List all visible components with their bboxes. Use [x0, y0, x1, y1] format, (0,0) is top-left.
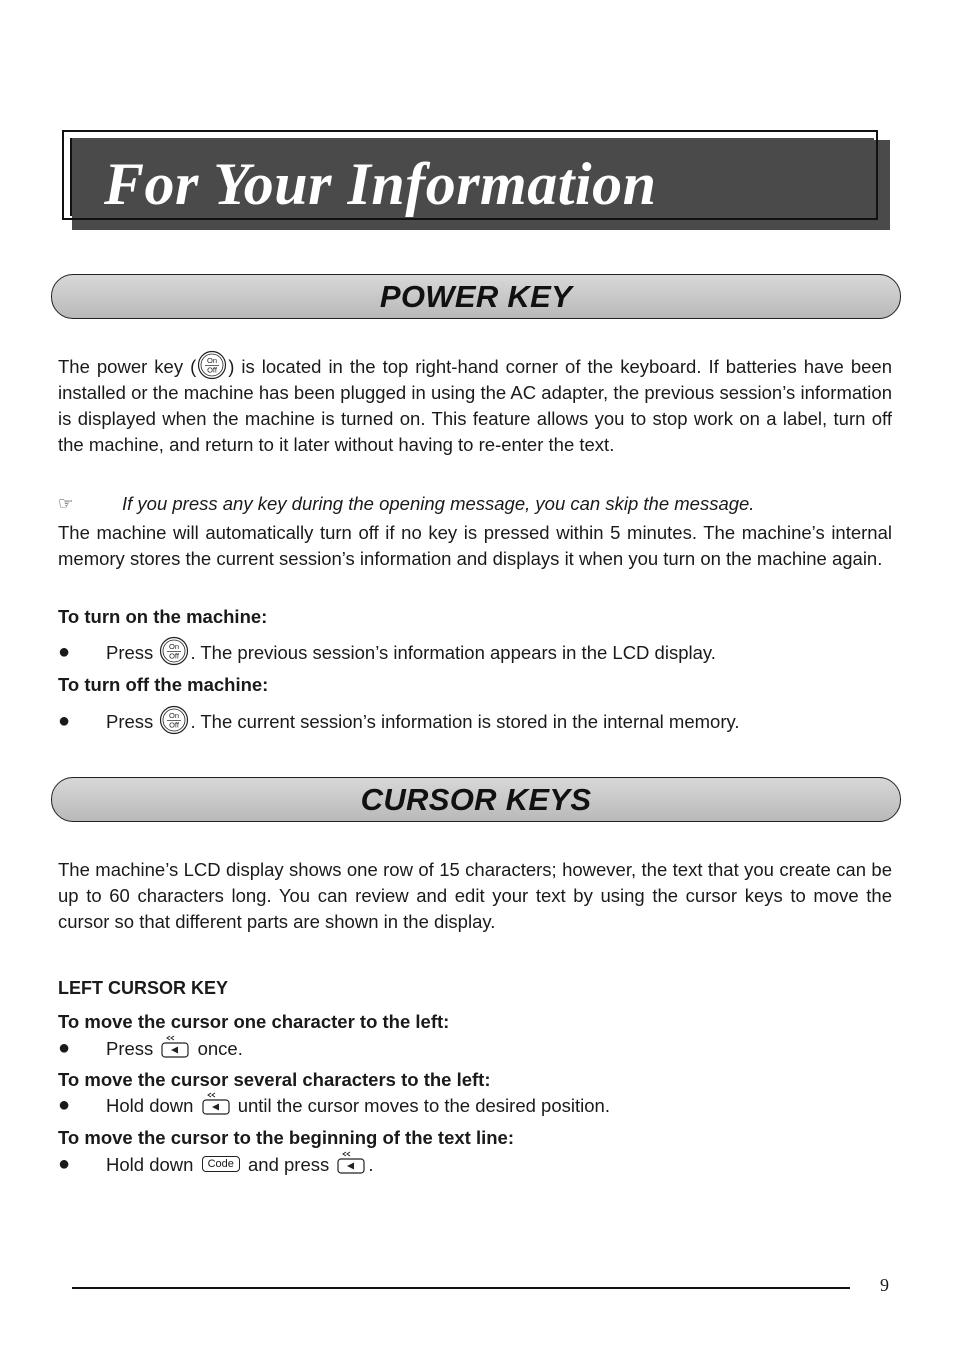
bullet-text — [106, 640, 716, 666]
banner-fill — [70, 138, 874, 216]
left-cursor-key-icon — [160, 1033, 190, 1059]
turn-on-text: . The previous session’s information appears in the LCD display. — [190, 642, 716, 663]
left-cursor-key-heading: LEFT CURSOR KEY — [58, 978, 229, 998]
on-label: On — [207, 356, 218, 366]
cursor-keys-intro: The machine’s LCD display shows one row of 15 characters; however, the text that you create can be up to 60 characters long. You can review and edit your text by using the cursor keys to move the cursor so that different parts are shown in the display. — [58, 859, 892, 932]
move-several-heading: To move the cursor several characters to the left: — [58, 1069, 491, 1090]
press-label: Press — [106, 642, 154, 663]
intro-text-before: The power key ( — [58, 356, 197, 377]
press-label: Press — [106, 711, 154, 732]
section-bar-cursor-keys — [51, 777, 901, 822]
code-key-icon: Code — [202, 1156, 240, 1172]
hold-down-label: Hold down — [106, 1154, 194, 1175]
move-several-text: until the cursor moves to the desired position. — [237, 1095, 610, 1116]
pointing-hand-icon: ☞ — [58, 494, 74, 513]
hold-down-label: Hold down — [106, 1095, 194, 1116]
move-begin-heading: To move the cursor to the beginning of the text line: — [58, 1127, 515, 1148]
section-bar-power-key — [51, 274, 901, 319]
title-banner — [62, 130, 878, 220]
once-label: once. — [197, 1038, 243, 1059]
on-label: On — [169, 711, 180, 721]
bullet-text — [106, 709, 740, 735]
bullet-icon: ● — [58, 641, 71, 663]
press-label: Press — [106, 1038, 154, 1059]
page-number: 9 — [880, 1275, 889, 1295]
intro-text-after: ) is located in the top right-hand corner of the keyboard. If batteries have been installed or the machine has been plugged in using the AC adapter, the previous session’s information is displayed when the machine is turned on. This feature allows you to stop work on a label, turn off the machine, and return to it later without having to re-enter the text. — [58, 356, 893, 456]
bullet-text — [106, 1036, 243, 1062]
auto-off-paragraph: The machine will automatically turn off if no key is pressed within 5 minutes. The machine’s internal memory stores the current session’s information and displays it when you turn on the machine again. — [58, 522, 892, 569]
bullet-text — [106, 1152, 374, 1178]
bullet-icon: ● — [58, 1153, 71, 1175]
power-key-intro — [58, 354, 892, 458]
note-text: If you press any key during the opening message, you can skip the message. — [122, 493, 755, 514]
on-label: On — [169, 642, 180, 652]
section-heading-cursor-keys: CURSOR KEYS — [360, 782, 592, 817]
section-heading-power-key: POWER KEY — [379, 279, 573, 314]
on-off-key-icon — [159, 636, 189, 666]
page-title: For Your Information — [104, 151, 657, 217]
footer-rule — [72, 1287, 850, 1289]
bullet-icon: ● — [58, 710, 71, 732]
turn-off-heading: To turn off the machine: — [58, 674, 269, 695]
and-press-label: and press — [248, 1154, 330, 1175]
move-one-heading: To move the cursor one character to the left: — [58, 1011, 450, 1032]
off-label: Off — [207, 365, 218, 375]
bullet-text — [106, 1093, 610, 1119]
left-cursor-key-icon — [336, 1149, 366, 1175]
turn-off-text: . The current session’s information is stored in the internal memory. — [190, 711, 740, 732]
bullet-icon: ● — [58, 1094, 71, 1116]
turn-on-heading: To turn on the machine: — [58, 606, 268, 627]
on-off-key-icon — [159, 705, 189, 735]
off-label: Off — [169, 651, 180, 661]
off-label: Off — [169, 720, 180, 730]
left-cursor-key-icon — [201, 1090, 231, 1116]
bullet-icon: ● — [58, 1037, 71, 1059]
period: . — [368, 1154, 374, 1175]
on-off-key-icon — [197, 350, 227, 380]
